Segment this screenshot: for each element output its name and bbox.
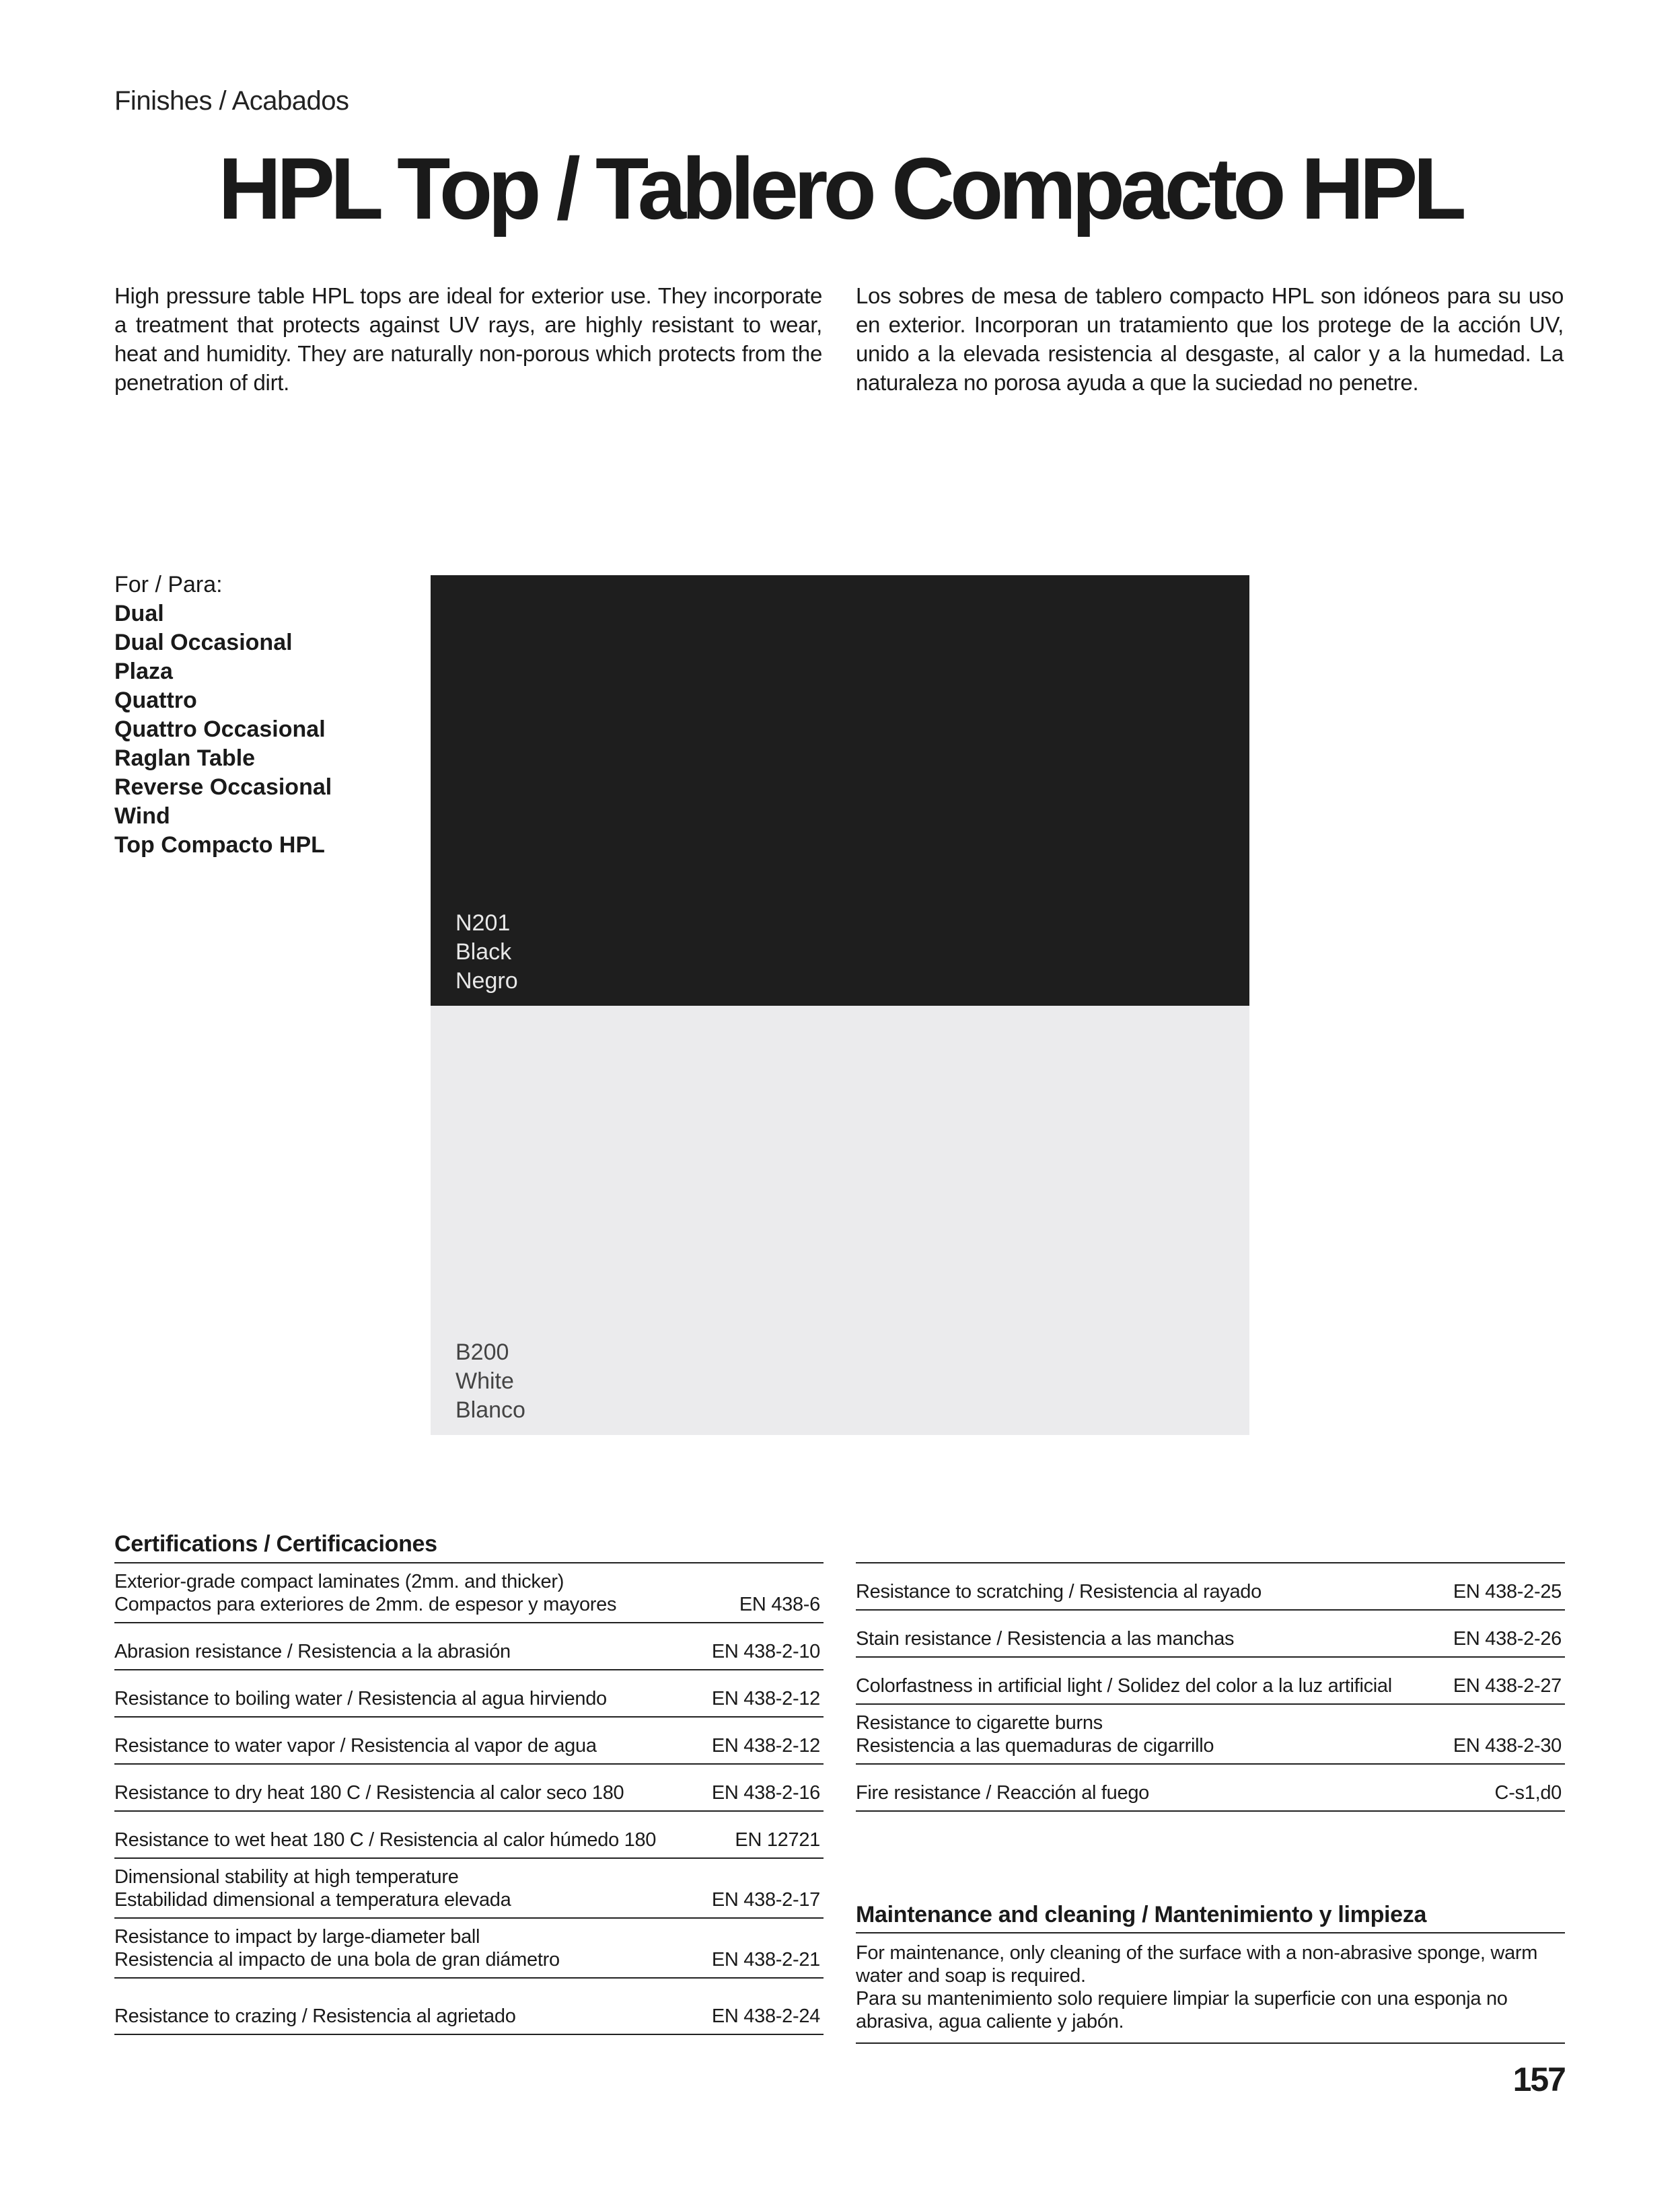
cert-code: EN 12721 bbox=[735, 1829, 820, 1851]
cert-name: Resistance to boiling water / Resistencia al agua hirviendo bbox=[114, 1688, 607, 1709]
certifications-title: Certifications / Certificaciones bbox=[114, 1531, 437, 1557]
product-item: Dual Occasional bbox=[114, 630, 293, 655]
page-number: 157 bbox=[1512, 2061, 1565, 2098]
cert-name: Resistance to crazing / Resistencia al agrietado bbox=[114, 2005, 516, 2027]
swatch-name-es: Negro bbox=[455, 968, 518, 994]
maintenance-en: For maintenance, only cleaning of the surface with a non-abrasive sponge, warm water and soap is required. bbox=[856, 1942, 1538, 1987]
swatch-code: N201 bbox=[455, 910, 511, 936]
maintenance-title: Maintenance and cleaning / Mantenimiento y limpieza bbox=[856, 1902, 1427, 1927]
cert-row bbox=[114, 1812, 824, 1859]
swatch-name-en: White bbox=[455, 1368, 514, 1394]
cert-name: Colorfastness in artificial light / Solidez del color a la luz artificial bbox=[856, 1675, 1392, 1697]
cert-row bbox=[114, 1765, 824, 1812]
intro-spanish: Los sobres de mesa de tablero compacto HPL son idóneos para su uso en exterior. Incorporan un tratamiento que los protege de la acción UV, unido a la elevada resistencia al desgaste, al calor y a la humedad. La naturaleza no porosa ayuda a que la suciedad no penetre. bbox=[856, 283, 1564, 395]
cert-name: Stain resistance / Resistencia a las manchas bbox=[856, 1628, 1235, 1650]
cert-name-es: Resistencia al impacto de una bola de gran diámetro bbox=[114, 1949, 560, 1970]
swatch-black bbox=[431, 575, 1249, 1006]
swatch-label bbox=[455, 1338, 525, 1425]
cert-row bbox=[114, 1563, 824, 1623]
cert-code: EN 438-2-25 bbox=[1453, 1581, 1562, 1602]
swatch-name-es: Blanco bbox=[455, 1397, 525, 1423]
page-title: HPL Top / Tablero Compacto HPL bbox=[218, 139, 1462, 237]
cert-row bbox=[114, 1718, 824, 1765]
cert-code: EN 438-2-30 bbox=[1453, 1735, 1562, 1757]
cert-name: Resistance to wet heat 180 C / Resistencia al calor húmedo 180 bbox=[114, 1829, 657, 1851]
cert-code: EN 438-2-10 bbox=[711, 1641, 820, 1662]
product-item: Plaza bbox=[114, 659, 173, 684]
cert-code: EN 438-2-21 bbox=[711, 1949, 820, 1970]
cert-row bbox=[114, 1919, 824, 1979]
cert-code: EN 438-2-17 bbox=[711, 1889, 820, 1911]
product-item: Raglan Table bbox=[114, 745, 256, 771]
cert-code: C-s1,d0 bbox=[1494, 1782, 1562, 1804]
swatch-code: B200 bbox=[455, 1339, 509, 1365]
product-item: Reverse Occasional bbox=[114, 774, 332, 800]
cert-row bbox=[856, 1658, 1565, 1705]
cert-name: Resistance to dry heat 180 C / Resistencia al calor seco 180 bbox=[114, 1782, 624, 1804]
cert-code: EN 438-2-27 bbox=[1453, 1675, 1562, 1697]
certifications-table-left bbox=[114, 1562, 824, 2035]
cert-code: EN 438-2-16 bbox=[711, 1782, 820, 1804]
swatch-name-en: Black bbox=[455, 939, 512, 965]
certifications-table-right bbox=[856, 1562, 1565, 1812]
product-item: Quattro Occasional bbox=[114, 716, 326, 742]
cert-row bbox=[114, 1979, 824, 2035]
cert-row bbox=[114, 1623, 824, 1670]
cert-row bbox=[114, 1859, 824, 1919]
cert-name-es: Resistencia a las quemaduras de cigarrillo bbox=[856, 1735, 1214, 1757]
cert-name: Dimensional stability at high temperature bbox=[114, 1866, 459, 1888]
cert-name: Resistance to scratching / Resistencia al rayado bbox=[856, 1581, 1262, 1602]
cert-code: EN 438-2-12 bbox=[711, 1735, 820, 1757]
cert-name: Fire resistance / Reacción al fuego bbox=[856, 1782, 1149, 1804]
for-label: For / Para: bbox=[114, 572, 223, 597]
cert-code: EN 438-6 bbox=[739, 1594, 820, 1615]
cert-name-es: Estabilidad dimensional a temperatura elevada bbox=[114, 1889, 511, 1911]
cert-name: Exterior-grade compact laminates (2mm. and thicker) bbox=[114, 1571, 564, 1592]
maintenance-text bbox=[856, 1932, 1565, 2044]
cert-name: Resistance to cigarette burns bbox=[856, 1712, 1103, 1734]
cert-row bbox=[856, 1611, 1565, 1658]
product-item: Top Compacto HPL bbox=[114, 832, 325, 858]
cert-row bbox=[114, 1670, 824, 1718]
cert-name: Resistance to water vapor / Resistencia al vapor de agua bbox=[114, 1735, 597, 1757]
cert-row bbox=[856, 1705, 1565, 1765]
product-item: Quattro bbox=[114, 688, 197, 713]
cert-name: Resistance to impact by large-diameter ball bbox=[114, 1926, 480, 1948]
cert-row bbox=[856, 1563, 1565, 1611]
compatible-products bbox=[114, 570, 332, 860]
product-item: Dual bbox=[114, 601, 164, 626]
product-item: Wind bbox=[114, 803, 170, 829]
swatch-white bbox=[431, 1006, 1249, 1435]
cert-name: Abrasion resistance / Resistencia a la abrasión bbox=[114, 1641, 511, 1662]
swatch-label bbox=[455, 909, 518, 996]
cert-row bbox=[856, 1765, 1565, 1812]
breadcrumb: Finishes / Acabados bbox=[114, 86, 349, 116]
cert-code: EN 438-2-12 bbox=[711, 1688, 820, 1709]
cert-code: EN 438-2-24 bbox=[711, 2005, 820, 2027]
cert-code: EN 438-2-26 bbox=[1453, 1628, 1562, 1650]
intro-english: High pressure table HPL tops are ideal for exterior use. They incorporate a treatment that protects against UV rays, are highly resistant to wear, heat and humidity. They are naturally non-porous which protects from the penetration of dirt. bbox=[114, 283, 822, 395]
cert-name-es: Compactos para exteriores de 2mm. de espesor y mayores bbox=[114, 1594, 617, 1615]
maintenance-es: Para su mantenimiento solo requiere limpiar la superficie con una esponja no abrasiva, agua caliente y jabón. bbox=[856, 1988, 1508, 2032]
